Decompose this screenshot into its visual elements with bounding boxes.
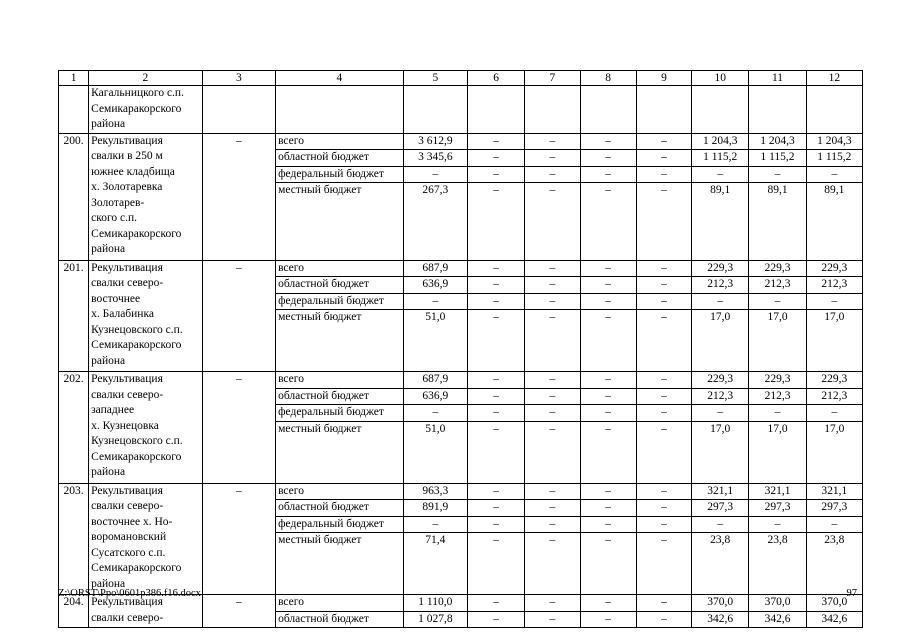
value-cell: – (403, 516, 467, 533)
object-name-line: района (91, 577, 126, 590)
value-cell: – (636, 372, 691, 389)
object-name-cell (89, 133, 203, 260)
value-cell: 51,0 (403, 310, 467, 372)
value-cell: 636,9 (403, 277, 467, 294)
value-cell: 212,3 (806, 388, 862, 405)
value-cell: – (403, 405, 467, 422)
value-cell: – (525, 533, 580, 595)
executor-cell: – (202, 133, 275, 260)
value-cell: 342,6 (749, 611, 806, 628)
header-cell: 12 (806, 71, 862, 86)
value-cell: – (692, 293, 749, 310)
object-name-line: х. Балабинка (91, 308, 154, 320)
header-cell: 5 (403, 71, 467, 86)
value-cell: – (580, 611, 636, 628)
value-cell: – (580, 372, 636, 389)
object-name-line: свалки северо- (91, 611, 164, 624)
object-name-line: Сусатского с.п. (91, 546, 166, 559)
value-cell: – (749, 516, 806, 533)
value-cell: – (636, 595, 691, 612)
value-cell: 212,3 (749, 277, 806, 294)
value-cell: – (580, 388, 636, 405)
value-cell: 1 115,2 (749, 150, 806, 167)
table-body (59, 86, 863, 628)
value-cell: 212,3 (806, 277, 862, 294)
value-cell: – (403, 293, 467, 310)
value-cell: – (580, 500, 636, 517)
value-cell: – (580, 183, 636, 261)
funding-source-cell: федеральный бюджет (276, 405, 404, 422)
row-number-cell: 201. (59, 260, 89, 372)
value-cell: – (525, 500, 580, 517)
object-name-line: Рекультивация (91, 261, 163, 274)
value-cell: – (468, 310, 525, 372)
value-cell: – (580, 277, 636, 294)
object-name-line: района (91, 118, 126, 130)
object-name-line: свалки в 250 м (91, 150, 163, 162)
value-cell: 370,0 (806, 595, 862, 612)
empty-cell (636, 86, 691, 134)
executor-cell: – (202, 595, 275, 628)
value-cell: – (692, 405, 749, 422)
value-cell: – (636, 150, 691, 167)
empty-cell (806, 86, 862, 134)
value-cell: – (525, 166, 580, 183)
object-name-line: Рекультивация (91, 596, 163, 608)
object-name-cell (89, 260, 203, 372)
value-cell: 212,3 (749, 388, 806, 405)
funding-source-cell: областной бюджет (276, 388, 404, 405)
object-name-line: западнее (91, 404, 135, 416)
value-cell: – (468, 405, 525, 422)
table-row (59, 372, 863, 389)
value-cell: – (580, 150, 636, 167)
object-name-line: свалки северо- (91, 277, 164, 289)
object-name-line: Семикаракорского (91, 562, 182, 574)
empty-cell (580, 86, 636, 134)
empty-cell (276, 86, 404, 134)
funding-source-cell: областной бюджет (276, 150, 404, 167)
value-cell: – (468, 293, 525, 310)
header-cell: 2 (89, 71, 203, 86)
value-cell: – (636, 133, 691, 150)
footer-file-path: Z:\ORST\Ppo\0601p386.f16.docx (58, 588, 201, 599)
value-cell: 17,0 (806, 421, 862, 483)
value-cell: – (468, 611, 525, 628)
value-cell: 229,3 (806, 372, 862, 389)
value-cell: – (636, 533, 691, 595)
value-cell: – (525, 133, 580, 150)
value-cell: 17,0 (806, 310, 862, 372)
value-cell: – (636, 483, 691, 500)
value-cell: – (580, 516, 636, 533)
funding-source-cell: всего (276, 372, 404, 389)
value-cell: – (468, 533, 525, 595)
value-cell: – (636, 388, 691, 405)
funding-source-cell: всего (276, 483, 404, 500)
value-cell: 3 612,9 (403, 133, 467, 150)
value-cell: – (468, 483, 525, 500)
value-cell: – (636, 405, 691, 422)
object-name-line: Семикаракорского (91, 227, 182, 240)
value-cell: – (525, 405, 580, 422)
object-name-line: Золотарев- (91, 196, 145, 209)
value-cell: – (749, 405, 806, 422)
row-number-cell: 203. (59, 483, 89, 595)
table-row (59, 86, 863, 134)
funding-source-cell: федеральный бюджет (276, 293, 404, 310)
value-cell: 1 204,3 (806, 133, 862, 150)
value-cell: – (525, 260, 580, 277)
value-cell: 1 027,8 (403, 611, 467, 628)
value-cell: – (580, 293, 636, 310)
value-cell: 17,0 (692, 310, 749, 372)
object-name-line: воромановский (91, 531, 167, 543)
object-name-cell (89, 595, 203, 628)
object-name-line: Кузнецовского с.п. (91, 323, 183, 336)
value-cell: 51,0 (403, 421, 467, 483)
empty-cell (692, 86, 749, 134)
empty-cell (403, 86, 467, 134)
value-cell: 212,3 (692, 277, 749, 294)
object-name-line: Рекультивация (91, 484, 163, 497)
object-name-line: свалки северо- (91, 388, 164, 401)
object-name-cell (89, 483, 203, 595)
value-cell: – (525, 293, 580, 310)
object-name-line: Рекультивация (91, 134, 163, 147)
value-cell: 17,0 (749, 421, 806, 483)
object-name-line: свалки северо- (91, 500, 164, 512)
value-cell: – (636, 611, 691, 628)
empty-cell (749, 86, 806, 134)
value-cell: 297,3 (692, 500, 749, 517)
value-cell: 1 204,3 (749, 133, 806, 150)
value-cell: 1 110,0 (403, 595, 467, 612)
object-name-line: х. Кузнецовка (91, 419, 159, 432)
value-cell: – (806, 516, 862, 533)
value-cell: – (525, 388, 580, 405)
value-cell: – (580, 166, 636, 183)
value-cell: – (525, 372, 580, 389)
value-cell: – (636, 183, 691, 261)
value-cell: 342,6 (806, 611, 862, 628)
header-row (59, 71, 863, 86)
value-cell: 370,0 (692, 595, 749, 612)
object-name-line: района (91, 243, 126, 255)
object-name-cell (89, 86, 203, 134)
value-cell: – (692, 166, 749, 183)
value-cell: 1 204,3 (692, 133, 749, 150)
value-cell: – (468, 421, 525, 483)
executor-cell: – (202, 372, 275, 484)
value-cell: – (525, 483, 580, 500)
object-name-line: Рекультивация (91, 373, 163, 385)
value-cell: – (580, 533, 636, 595)
object-name-cell (89, 372, 203, 484)
value-cell: 17,0 (749, 310, 806, 372)
object-name-line: Кагальницкого с.п. (91, 87, 184, 99)
object-name-line: южнее кладбища (91, 165, 175, 178)
value-cell: 297,3 (749, 500, 806, 517)
value-cell: – (525, 277, 580, 294)
value-cell: 229,3 (749, 260, 806, 277)
value-cell: – (749, 293, 806, 310)
value-cell: – (525, 421, 580, 483)
header-cell: 7 (525, 71, 580, 86)
value-cell: 229,3 (749, 372, 806, 389)
value-cell: – (806, 166, 862, 183)
value-cell: – (580, 310, 636, 372)
header-cell: 4 (276, 71, 404, 86)
footer-page-number: 97 (846, 588, 857, 599)
value-cell: – (468, 277, 525, 294)
value-cell: 1 115,2 (806, 150, 862, 167)
value-cell: 891,9 (403, 500, 467, 517)
value-cell: 1 115,2 (692, 150, 749, 167)
row-number-cell (59, 86, 89, 134)
object-name-line: восточнее х. Но- (91, 515, 173, 528)
value-cell: – (806, 293, 862, 310)
object-name-line: х. Золотаревка (91, 181, 163, 193)
value-cell: 3 345,6 (403, 150, 467, 167)
value-cell: – (636, 516, 691, 533)
object-name-line: восточнее (91, 292, 141, 305)
funding-source-cell: местный бюджет (276, 310, 404, 372)
value-cell: – (525, 611, 580, 628)
header-cell: 9 (636, 71, 691, 86)
object-name-line: Семикаракорского (91, 102, 182, 115)
empty-cell (525, 86, 580, 134)
value-cell: 89,1 (692, 183, 749, 261)
value-cell: – (636, 260, 691, 277)
value-cell: 687,9 (403, 260, 467, 277)
value-cell: – (580, 483, 636, 500)
value-cell: – (692, 516, 749, 533)
funding-source-cell: областной бюджет (276, 500, 404, 517)
value-cell: – (806, 405, 862, 422)
value-cell: – (468, 133, 525, 150)
object-name-line: Семикаракорского (91, 339, 182, 351)
value-cell: – (636, 277, 691, 294)
value-cell: 636,9 (403, 388, 467, 405)
value-cell: – (580, 260, 636, 277)
object-name-line: Кузнецовского с.п. (91, 435, 183, 447)
header-cell: 11 (749, 71, 806, 86)
value-cell: 321,1 (749, 483, 806, 500)
value-cell: 23,8 (749, 533, 806, 595)
value-cell: 89,1 (806, 183, 862, 261)
value-cell: – (636, 500, 691, 517)
value-cell: – (525, 150, 580, 167)
value-cell: 23,8 (692, 533, 749, 595)
funding-source-cell: местный бюджет (276, 533, 404, 595)
value-cell: – (525, 595, 580, 612)
row-number-cell: 202. (59, 372, 89, 484)
value-cell: – (580, 405, 636, 422)
row-number-cell: 200. (59, 133, 89, 260)
value-cell: 963,3 (403, 483, 467, 500)
value-cell: – (636, 166, 691, 183)
empty-cell (468, 86, 525, 134)
value-cell: – (468, 260, 525, 277)
executor-cell: – (202, 260, 275, 372)
funding-source-cell: местный бюджет (276, 421, 404, 483)
value-cell: – (580, 421, 636, 483)
funding-source-cell: всего (276, 260, 404, 277)
value-cell: 17,0 (692, 421, 749, 483)
value-cell: 23,8 (806, 533, 862, 595)
table-row (59, 133, 863, 150)
value-cell: 321,1 (692, 483, 749, 500)
value-cell: – (468, 150, 525, 167)
value-cell: – (636, 310, 691, 372)
funding-source-cell: местный бюджет (276, 183, 404, 261)
empty-cell (202, 86, 275, 134)
header-cell: 3 (202, 71, 275, 86)
value-cell: 342,6 (692, 611, 749, 628)
value-cell: – (403, 166, 467, 183)
value-cell: 89,1 (749, 183, 806, 261)
value-cell: – (525, 183, 580, 261)
value-cell: 297,3 (806, 500, 862, 517)
funding-source-cell: областной бюджет (276, 611, 404, 628)
table-row (59, 483, 863, 500)
value-cell: – (468, 516, 525, 533)
row-number-cell: 204. (59, 595, 89, 628)
value-cell: – (525, 310, 580, 372)
value-cell: – (580, 595, 636, 612)
table-header (59, 71, 863, 86)
value-cell: – (468, 595, 525, 612)
value-cell: – (525, 516, 580, 533)
funding-source-cell: федеральный бюджет (276, 166, 404, 183)
table-row (59, 260, 863, 277)
header-cell: 10 (692, 71, 749, 86)
value-cell: 212,3 (692, 388, 749, 405)
value-cell: 687,9 (403, 372, 467, 389)
value-cell: – (636, 421, 691, 483)
value-cell: 267,3 (403, 183, 467, 261)
object-name-line: района (91, 466, 126, 478)
value-cell: 229,3 (692, 260, 749, 277)
value-cell: – (636, 293, 691, 310)
value-cell: – (468, 166, 525, 183)
header-cell: 8 (580, 71, 636, 86)
value-cell: 321,1 (806, 483, 862, 500)
object-name-line: Семикаракорского (91, 450, 182, 463)
funding-source-cell: всего (276, 133, 404, 150)
funding-source-cell: федеральный бюджет (276, 516, 404, 533)
object-name-line: района (91, 354, 126, 367)
value-cell: – (468, 500, 525, 517)
value-cell: – (468, 372, 525, 389)
object-name-line: ского с.п. (91, 212, 138, 224)
value-cell: 370,0 (749, 595, 806, 612)
funding-source-cell: областной бюджет (276, 277, 404, 294)
executor-cell: – (202, 483, 275, 595)
value-cell: 71,4 (403, 533, 467, 595)
header-cell: 6 (468, 71, 525, 86)
value-cell: 229,3 (692, 372, 749, 389)
funding-source-cell: всего (276, 595, 404, 612)
value-cell: – (580, 133, 636, 150)
budget-table (58, 70, 863, 628)
value-cell: – (749, 166, 806, 183)
value-cell: 229,3 (806, 260, 862, 277)
value-cell: – (468, 388, 525, 405)
header-cell: 1 (59, 71, 89, 86)
value-cell: – (468, 183, 525, 261)
